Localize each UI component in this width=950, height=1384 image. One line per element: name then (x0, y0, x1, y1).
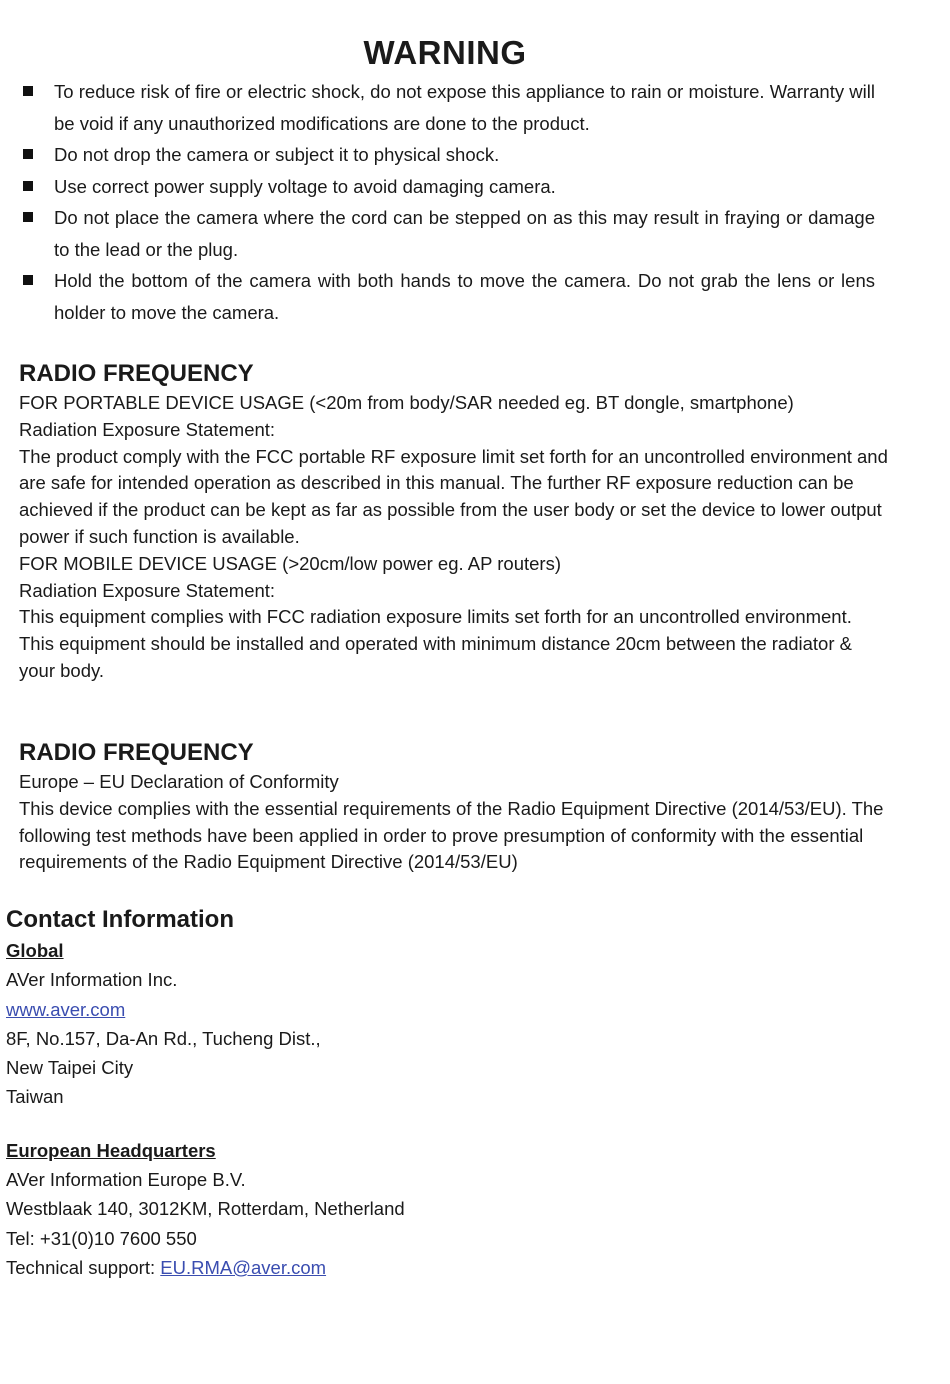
square-bullet-icon (23, 181, 33, 191)
warning-item-text: Do not drop the camera or subject it to physical shock. (54, 144, 500, 165)
section-heading: RADIO FREQUENCY (19, 360, 254, 387)
square-bullet-icon (23, 86, 33, 96)
statement-label: Radiation Exposure Statement: (19, 579, 276, 601)
global-label: Global (6, 940, 64, 961)
square-bullet-icon (23, 149, 33, 159)
global-address-line: New Taipei City (6, 1057, 134, 1079)
warning-item (20, 202, 875, 265)
technical-support-line (6, 1253, 886, 1282)
mobile-usage-text: FOR MOBILE DEVICE USAGE (>20cm/low power eg. AP routers) (19, 552, 561, 574)
portable-usage-text: FOR PORTABLE DEVICE USAGE (<20m from body/SAR needed eg. BT dongle, smartphone) (19, 392, 794, 413)
square-bullet-icon (23, 212, 33, 222)
global-company: AVer Information Inc. (6, 969, 178, 991)
contact-heading: Contact Information (6, 906, 234, 933)
warning-list (20, 76, 875, 328)
warning-title: WARNING (363, 34, 527, 71)
europe-telephone: Tel: +31(0)10 7600 550 (6, 1227, 197, 1249)
warning-item-text: Hold the bottom of the camera with both hands to move the camera. Do not grab the lens or lens holder to move the camera. (54, 270, 875, 323)
website-link[interactable]: www.aver.com (6, 998, 126, 1020)
warning-item (20, 265, 875, 328)
eu-declaration-text: This device complies with the essential requirements of the Radio Equipment Directive (2014/53/EU). The following test methods have been applied in order to prove presumption of conformity with the essential requirements of the Radio Equipment Directive (2014/53/EU) (19, 797, 884, 873)
global-address-line: 8F, No.157, Da-An Rd., Tucheng Dist., (6, 1027, 321, 1049)
eu-declaration-subtitle: Europe – EU Declaration of Conformity (19, 771, 339, 792)
mobile-statement-text: This equipment complies with FCC radiation exposure limits set forth for an uncontrolled environment. This equipment should be installed and operated with minimum distance 20cm between the radiator & your body. (19, 606, 852, 681)
europe-address: Westblaak 140, 3012KM, Rotterdam, Netherland (6, 1198, 405, 1220)
statement-label: Radiation Exposure Statement: (19, 418, 276, 440)
square-bullet-icon (23, 275, 33, 285)
radio-frequency-eu-section (19, 737, 889, 876)
section-heading: RADIO FREQUENCY (19, 739, 254, 766)
warning-item (20, 76, 875, 139)
warning-item (20, 171, 875, 203)
warning-item-text: Use correct power supply voltage to avoid damaging camera. (54, 175, 556, 197)
europe-label: European Headquarters (6, 1139, 216, 1161)
warning-item-text: To reduce risk of fire or electric shock, do not expose this appliance to rain or moisture. Warranty will be void if any unauthorized modifications are done to the product. (54, 81, 875, 134)
europe-company: AVer Information Europe B.V. (6, 1169, 246, 1191)
contact-information-section (6, 904, 886, 1282)
warning-item-text: Do not place the camera where the cord can be stepped on as this may result in fraying or damage to the lead or the plug. (54, 207, 875, 260)
global-address-line: Taiwan (6, 1086, 64, 1108)
support-email-link[interactable]: EU.RMA@aver.com (160, 1256, 327, 1278)
technical-support-label: Technical support: (6, 1256, 161, 1278)
warning-item (20, 139, 875, 171)
portable-statement-text: The product comply with the FCC portable RF exposure limit set forth for an uncontrolled environment and are safe for intended operation as described in this manual. The further RF exposure reduction can be achieved if the product can be kept as far as possible from the user body or set the device to lower output power if such function is available. (19, 445, 888, 547)
radio-frequency-fcc-section (19, 358, 889, 685)
